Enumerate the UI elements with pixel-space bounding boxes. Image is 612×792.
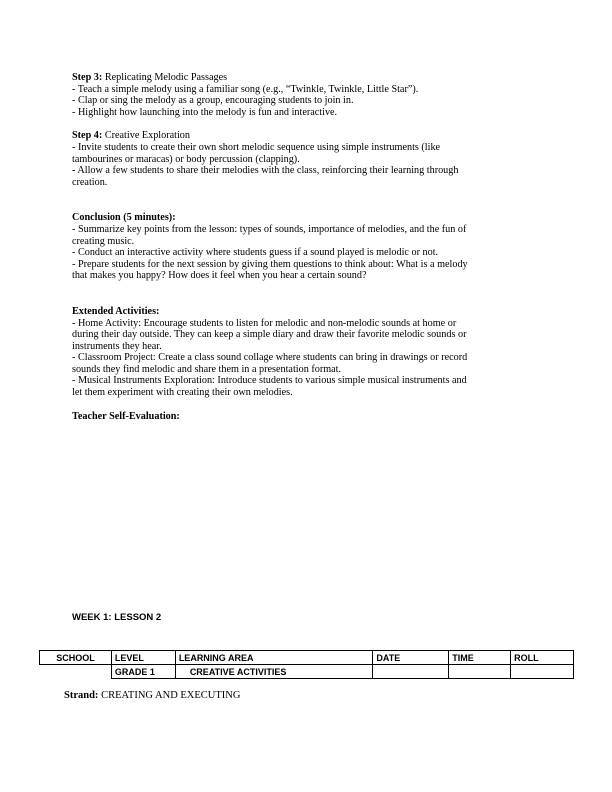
step-3-line: - Highlight how launching into the melody is fun and interactive.: [72, 106, 338, 118]
step-4-section: [72, 130, 540, 188]
step-3-heading-line: [72, 72, 540, 84]
extended-line: - Home Activity: Encourage students to listen for melodic and non-melodic sounds at home or: [72, 317, 457, 329]
cell-roll: [511, 665, 574, 679]
step-4-line: - Invite students to create their own short melodic sequence using simple instruments (like: [72, 141, 441, 153]
header-date: DATE: [373, 651, 449, 665]
step-3-line: - Teach a simple melody using a familiar song (e.g., “Twinkle, Twinkle, Little Star”).: [72, 83, 419, 95]
conclusion-line: - Summarize key points from the lesson: types of sounds, importance of melodies, and the fun of: [72, 223, 467, 235]
step-4-line: - Allow a few students to share their melodies with the class, reinforcing their learning through: [72, 165, 459, 177]
cell-school: [40, 665, 112, 679]
extended-line: let them experiment with creating their own melodies.: [72, 387, 293, 399]
extended-line: - Classroom Project: Create a class sound collage where students can bring in drawings or record: [72, 352, 468, 364]
strand-value: CREATING AND EXECUTING: [98, 690, 241, 701]
header-roll: ROLL: [511, 651, 574, 665]
conclusion-line: that makes you happy? How does it feel when you hear a certain sound?: [72, 270, 367, 282]
header-school: SCHOOL: [40, 651, 112, 665]
week-lesson-label: WEEK 1: LESSON 2: [72, 612, 162, 623]
strand-line: [64, 690, 240, 701]
teacher-self-evaluation-heading: Teacher Self-Evaluation:: [72, 410, 180, 422]
conclusion-line: - Prepare students for the next session by giving them questions to think about: What is a melody: [72, 258, 468, 270]
strand-label: Strand:: [64, 690, 99, 701]
extended-line: - Musical Instruments Exploration: Introduce students to various simple musical instruments and: [72, 375, 467, 387]
table-row: [40, 665, 574, 679]
conclusion-heading: Conclusion (5 minutes):: [72, 212, 176, 224]
conclusion-line: - Conduct an interactive activity where students guess if a sound played is melodic or not.: [72, 247, 439, 259]
step-4-title: Creative Exploration: [102, 130, 190, 142]
lesson-content: [72, 72, 540, 422]
conclusion-line: creating music.: [72, 235, 135, 247]
step-4-line: creation.: [72, 176, 108, 188]
lesson-info-table: [39, 650, 574, 679]
cell-learning-area: CREATIVE ACTIVITIES: [175, 665, 373, 679]
extended-line: sounds they find melodic and share them in a presentation format.: [72, 363, 342, 375]
table-header-row: [40, 651, 574, 665]
header-time: TIME: [449, 651, 511, 665]
step-3-title: Replicating Melodic Passages: [102, 72, 228, 83]
cell-time: [449, 665, 511, 679]
step-4-line: tambourines or maracas) or body percussion (clapping).: [72, 153, 300, 165]
step-4-label: Step 4:: [72, 130, 103, 142]
header-level: LEVEL: [111, 651, 175, 665]
extended-line: during their day outside. They can keep a simple diary and draw their favorite melodic sounds or: [72, 329, 467, 341]
step-3-section: [72, 72, 540, 118]
step-4-heading-line: [72, 130, 540, 142]
extended-line: instruments they hear.: [72, 340, 162, 352]
extended-activities-heading: Extended Activities:: [72, 305, 160, 317]
cell-level: GRADE 1: [111, 665, 175, 679]
step-3-label: Step 3:: [72, 72, 103, 83]
step-3-line: - Clap or sing the melody as a group, encouraging students to join in.: [72, 95, 354, 107]
header-learning-area: LEARNING AREA: [175, 651, 373, 665]
conclusion-section: [72, 212, 540, 282]
extended-activities-section: [72, 306, 540, 399]
cell-date: [373, 665, 449, 679]
